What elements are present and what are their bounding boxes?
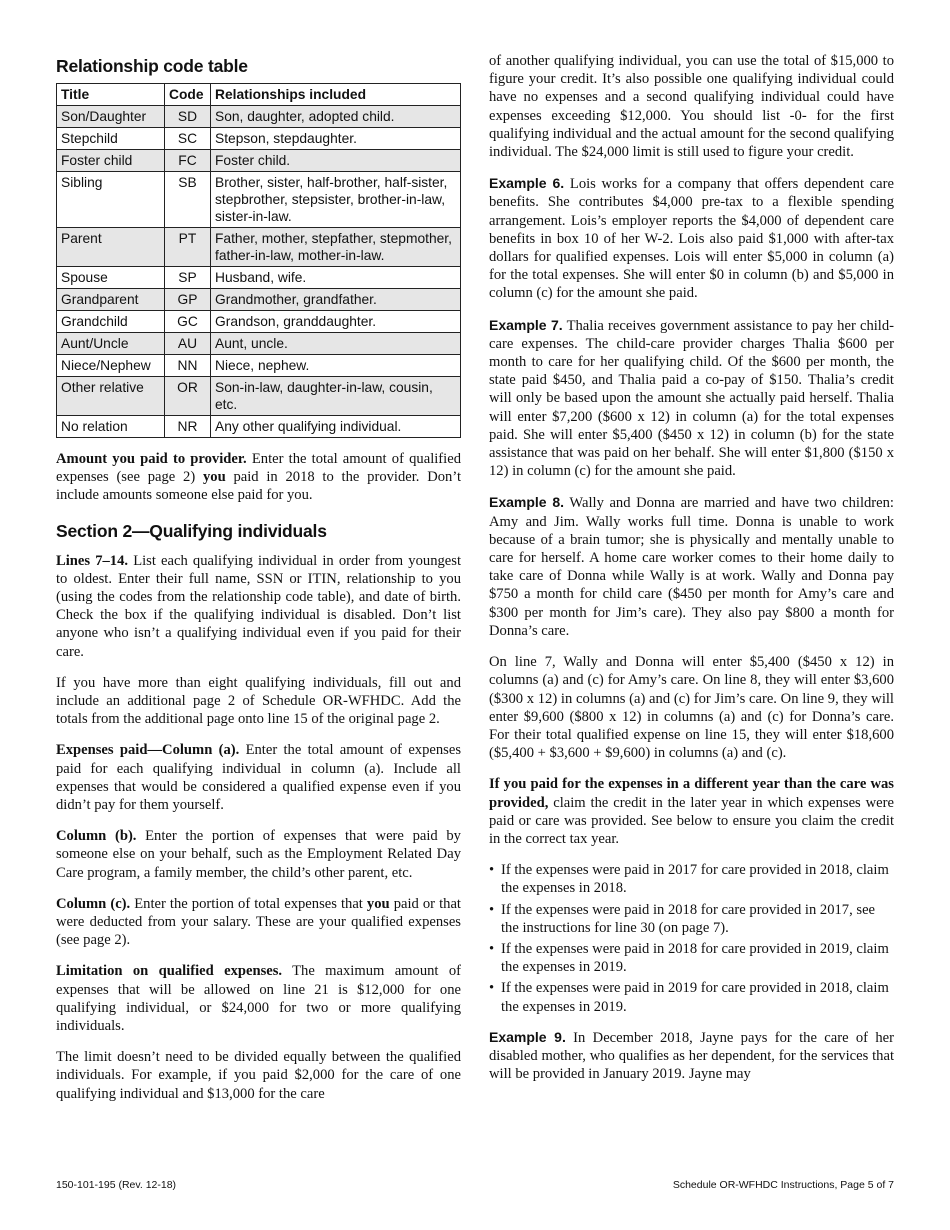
different-year-text: claim the credit in the later year in which expenses were paid or care was provided. See below to ensure you claim the credit in the correct tax year. [489, 794, 894, 847]
row-code: SD [165, 106, 211, 128]
example-9-lead: Example 9. [489, 1028, 566, 1045]
row-relationships: Husband, wife. [211, 267, 461, 289]
column-b-text: Enter the portion of expenses that were paid by someone else on your behalf, such as the Employment Related Day Care program, a family member, the child’s other parent, etc. [56, 828, 461, 881]
table-row [57, 150, 461, 172]
table-row [57, 333, 461, 355]
row-relationships: Grandson, granddaughter. [211, 311, 461, 333]
table-row [57, 311, 461, 333]
footer-page-label: Schedule OR-WFHDC Instructions, Page 5 of 7 [672, 1179, 894, 1191]
row-code: SB [165, 172, 211, 228]
row-relationships: Niece, nephew. [211, 355, 461, 377]
row-relationships: Brother, sister, half-brother, half-sister, stepbrother, stepsister, brother-in-law, sister-in-law. [211, 172, 461, 228]
row-relationships: Stepson, stepdaughter. [211, 128, 461, 150]
limit-divide-paragraph: The limit doesn’t need to be divided equally between the qualified individuals. For example, if you paid $2,000 for the care of one qualifying individual and $13,000 for the care [56, 1049, 461, 1102]
list-item: • If the expenses were paid in 2018 for care provided in 2019, claim the expenses in 2019. [489, 940, 894, 976]
row-title: No relation [57, 416, 165, 438]
table-row [57, 377, 461, 416]
column-a-paragraph [56, 741, 461, 814]
row-relationships: Any other qualifying individual. [211, 416, 461, 438]
example-8-paragraph [489, 493, 894, 640]
column-c-text2: paid or that were deducted from your salary. These are your qualified expenses (see page 2). [56, 895, 461, 949]
row-title: Parent [57, 228, 165, 267]
row-title: Sibling [57, 172, 165, 228]
example-8-text: Wally and Donna are married and have two children: Amy and Jim. Wally works full time. Donna is unable to work because of a brain tumor; she is physically and mentally unable to care for herself. A home care worker comes to their home daily to take care of Donna while Wally is at work. Wally and Donna pay $750 a month for child care ($450 per month for Amy’s care and $300 per month for Jim’s care). They also pay $800 a month for Donna’s care. [489, 495, 894, 639]
limitation-lead: Limitation on qualified expenses. [56, 963, 283, 980]
row-relationships: Aunt, uncle. [211, 333, 461, 355]
lines-text: List each qualifying individual in order from youngest to oldest. Enter their full name, SSN or ITIN, relationship to you (using the codes from the relationship code table), and date of birth. Check the box if the qualifying individual is disabled. Don’t list anyone who isn’t a qualifying individual even if you paid for their care. [56, 552, 461, 660]
row-title: Grandparent [57, 289, 165, 311]
column-c-you: you [366, 895, 390, 912]
table-row [57, 289, 461, 311]
row-title: Stepchild [57, 128, 165, 150]
row-title: Aunt/Uncle [57, 333, 165, 355]
row-code: NR [165, 416, 211, 438]
row-code: GC [165, 311, 211, 333]
relationship-table-title: Relationship code table [56, 56, 248, 76]
header-code: Code [165, 84, 211, 106]
example-8-line7-paragraph: On line 7, Wally and Donna will enter $5,400 ($450 x 12) in columns (a) and (c) for Amy’s care. On line 8, they will enter $3,600 ($300 x 12) in columns (a) and (c) for Jim’s care. On line 9, they will enter $9,600 ($800 x 12) in columns (a) and (c) for Donna’s care. For their total qualified expense on line 15, they will enter $18,600 ($5,400 + $3,600 + $9,600) in columns (a) and (c). [489, 654, 894, 762]
lines-lead: Lines 7–14. [56, 552, 129, 569]
row-title: Foster child [57, 150, 165, 172]
column-a-lead: Expenses paid—Column (a). [56, 742, 240, 759]
table-row [57, 355, 461, 377]
example-6-paragraph [489, 174, 894, 302]
row-code: OR [165, 377, 211, 416]
example-7-paragraph [489, 316, 894, 481]
example-7-text: Thalia receives government assistance to pay her child-care expenses. The child-care provider charges Thalia $600 per month to care for her qualifying child. Of the $600 per month, the state paid $450, and Thalia paid a co-pay of $150. Thalia’s credit will only be based upon the amount she actually paid herself. Thalia will enter $7,200 ($600 x 12) in column (a) for the total expenses paid. She will enter $5,400 ($450 x 12) in column (b) for the state assistance that was paid on her behalf. She will enter $1,800 ($150 x 12) in column (c) for the amount she paid. [489, 317, 895, 480]
column-c-paragraph [56, 895, 461, 950]
table-row [57, 267, 461, 289]
different-year-paragraph [489, 775, 894, 848]
header-relationships: Relationships included [211, 84, 461, 106]
row-code: SC [165, 128, 211, 150]
row-code: SP [165, 267, 211, 289]
table-row [57, 228, 461, 267]
row-relationships: Grandmother, grandfather. [211, 289, 461, 311]
example-8-lead: Example 8. [489, 494, 565, 511]
list-item: • If the expenses were paid in 2019 for care provided in 2018, claim the expenses in 2019. [489, 979, 894, 1015]
more-than-eight-paragraph: If you have more than eight qualifying individuals, fill out and include an additional page 2 of Schedule OR-WFHDC. Add the totals from the additional page onto line 15 of the original page 2. [56, 674, 461, 728]
example-9-paragraph [489, 1028, 894, 1084]
row-title: Son/Daughter [57, 106, 165, 128]
table-row [57, 416, 461, 438]
left-column [56, 56, 461, 1116]
table-header-row [57, 84, 461, 106]
lines-7-14-paragraph [56, 552, 461, 661]
row-code: AU [165, 333, 211, 355]
column-a-text: Enter the total amount of expenses paid for each qualifying individual in column (a). Include all expenses that would be considered a qualified expense even if you didn’t pay for them yourself. [56, 742, 461, 814]
row-relationships: Son, daughter, adopted child. [211, 106, 461, 128]
row-relationships: Father, mother, stepfather, stepmother, father-in-law, mother-in-law. [211, 228, 461, 267]
amount-paid-text2: paid in 2018 to the provider. Don’t include amounts someone else paid for you. [56, 469, 461, 504]
column-b-lead: Column (b). [56, 828, 137, 845]
different-year-lead: If you paid for the expenses in a different year than the care was provided, [489, 776, 894, 811]
row-title: Grandchild [57, 311, 165, 333]
list-item: • If the expenses were paid in 2018 for care provided in 2017, see the instructions for line 30 (on page 7). [489, 901, 894, 937]
amount-paid-you: you [202, 469, 226, 486]
row-code: PT [165, 228, 211, 267]
row-code: GP [165, 289, 211, 311]
column-c-text1: Enter the portion of total expenses that [130, 895, 367, 912]
footer-form-number: 150-101-195 (Rev. 12-18) [56, 1179, 177, 1191]
row-relationships: Son-in-law, daughter-in-law, cousin, etc. [211, 377, 461, 416]
column-b-paragraph [56, 827, 461, 882]
right-column [489, 52, 894, 1096]
example-9-text: In December 2018, Jayne pays for the care of her disabled mother, who qualifies as her dependent, for the services that will be provided in January 2019. Jayne may [489, 1029, 895, 1083]
limitation-text: The maximum amount of expenses that will be allowed on line 21 is $12,000 for one qualifying individual, or $24,000 for two or more qualifying individuals. [56, 963, 461, 1035]
section2-heading: Section 2—Qualifying individuals [56, 520, 327, 541]
row-code: FC [165, 150, 211, 172]
limitation-paragraph [56, 962, 461, 1035]
amount-paid-lead: Amount you paid to provider. [56, 451, 247, 467]
row-title: Spouse [57, 267, 165, 289]
table-row [57, 106, 461, 128]
continuation-paragraph: of another qualifying individual, you can use the total of $15,000 to figure your credit. It’s also possible one qualifying individual could have no expenses and a second qualifying individual could have expenses exceeding $12,000. You should list -0- for the first qualifying individual and the actual amount for the second qualifying individual. The $24,000 limit is still used to figure your credit. [489, 53, 894, 161]
amount-paid-text1: Enter the total amount of qualified expenses (see page 2) [56, 451, 461, 486]
row-title: Other relative [57, 377, 165, 416]
row-title: Niece/Nephew [57, 355, 165, 377]
example-6-text: Lois works for a company that offers dependent care benefits. She contributes $4,000 pre-tax to a flexible spending arrangement. Lois’s employer reports the $4,000 of dependent care benefits in box 10 of her W-2. Lois also paid $1,000 with after-tax dollars for qualified expenses. Lois will enter $5,000 in column (a) for the total expenses. She will enter $0 in column (b) and $5,000 in column (c) for the amount she paid. [489, 176, 894, 302]
example-6-lead: Example 6. [489, 175, 565, 192]
list-item: • If the expenses were paid in 2017 for care provided in 2018, claim the expenses in 2018. [489, 861, 894, 897]
row-code: NN [165, 355, 211, 377]
example-7-lead: Example 7. [489, 316, 563, 333]
column-c-lead: Column (c). [56, 895, 131, 912]
tax-year-bullet-list [489, 861, 894, 1016]
table-row [57, 128, 461, 150]
row-relationships: Foster child. [211, 150, 461, 172]
amount-paid-paragraph [56, 450, 461, 505]
table-row [57, 172, 461, 228]
relationship-code-table [56, 83, 461, 438]
header-title: Title [57, 84, 165, 106]
